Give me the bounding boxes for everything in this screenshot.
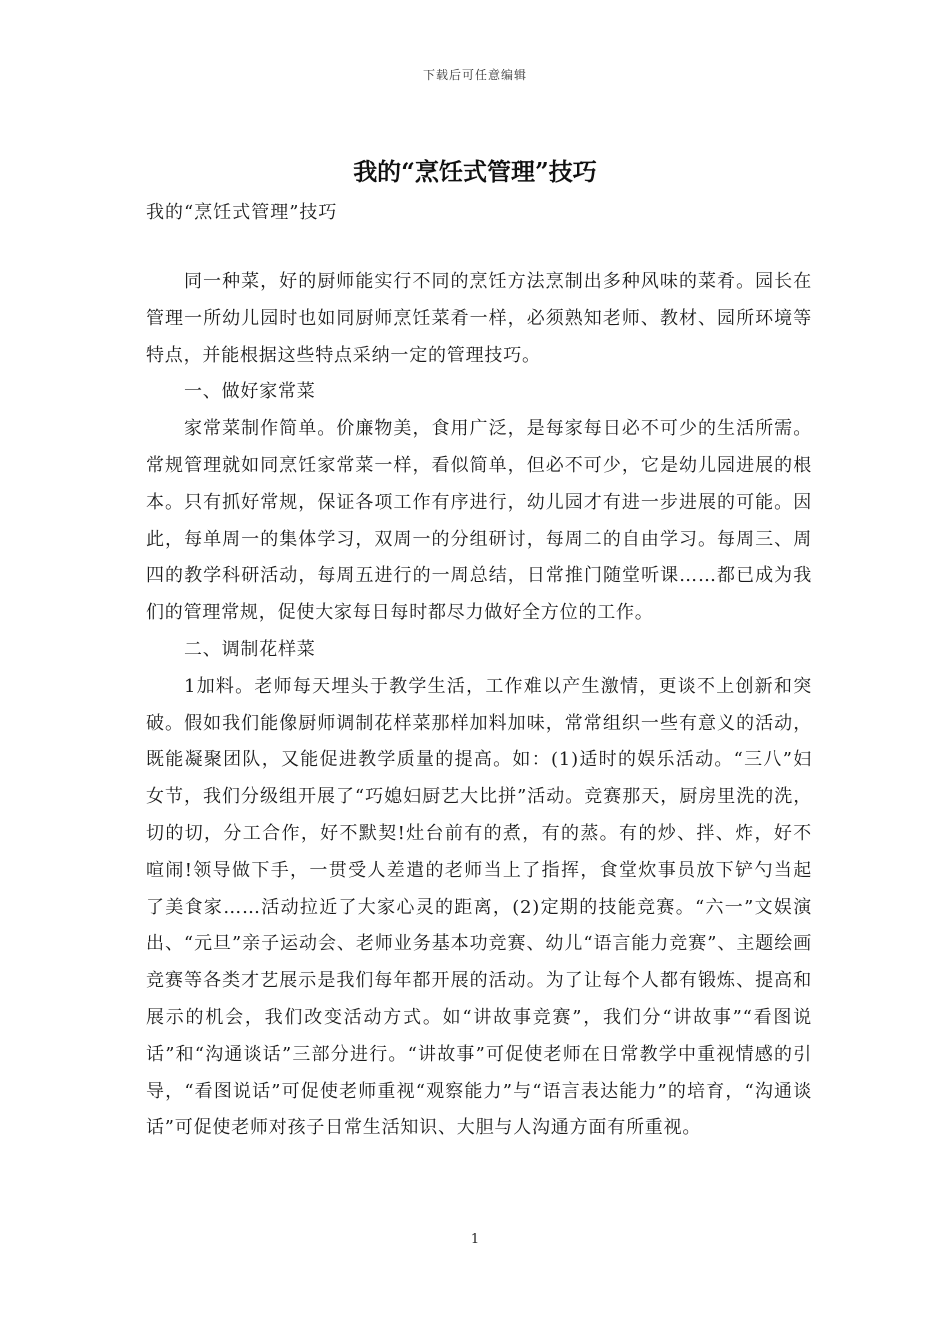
header-note: 下载后可任意编辑 xyxy=(422,68,527,82)
section-heading-1: 一、做好家常菜 xyxy=(184,381,316,403)
document-body xyxy=(146,264,812,1147)
paragraph-home-cooking: 家常菜制作简单。价廉物美，食用广泛，是每家每日必不可少的生活所需。常规管理就如同烹饪家常菜一样，看似简单，但必不可少，它是幼儿园进展的根本。只有抓好常规，保证各项工作有序进行，幼儿园才有进一步进展的可能。因此，每单周一的集体学习，双周一的分组研讨，每周二的自由学习。每周三、周四的教学科研活动，每周五进行的一周总结，日常推门随堂听课……都已成为我们的管理常规，促使大家每日每时都尽力做好全方位的工作。 xyxy=(146,418,812,624)
page-number: 1 xyxy=(470,1232,480,1247)
section-heading-2: 二、调制花样菜 xyxy=(184,638,316,660)
document-subtitle: 我的“烹饪式管理”技巧 xyxy=(146,202,338,223)
paragraph-intro: 同一种菜，好的厨师能实行不同的烹饪方法烹制出多种风味的菜肴。园长在管理一所幼儿园时也如同厨师烹饪菜肴一样，必须熟知老师、教材、园所环境等特点，并能根据这些特点采纳一定的管理技巧。 xyxy=(146,271,812,366)
document-title: 我的“烹饪式管理”技巧 xyxy=(353,157,597,186)
paragraph-fancy-dishes: 1加料。老师每天埋头于教学生活，工作难以产生激情，更谈不上创新和突破。假如我们能像厨师调制花样菜那样加料加味，常常组织一些有意义的活动，既能凝聚团队，又能促进教学质量的提高。如：(1)适时的娱乐活动。“三八”妇女节，我们分级组开展了“巧媳妇厨艺大比拼”活动。竞赛那天，厨房里洗的洗，切的切，分工合作，好不默契!灶台前有的煮，有的蒸。有的炒、拌、炸，好不喧闹!领导做下手，一贯受人差遣的老师当上了指挥，食堂炊事员放下铲勺当起了美食家……活动拉近了大家心灵的距离，(2)定期的技能竞赛。“六一”文娱演出、“元旦”亲子运动会、老师业务基本功竞赛、幼儿“语言能力竞赛”、主题绘画竞赛等各类才艺展示是我们每年都开展的活动。为了让每个人都有锻炼、提高和展示的机会，我们改变活动方式。如“讲故事竞赛”，我们分“讲故事”“看图说话”和“沟通谈话”三部分进行。“讲故事”可促使老师在日常教学中重视情感的引导，“看图说话”可促使老师重视“观察能力”与“语言表达能力”的培育，“沟通谈话”可促使老师对孩子日常生活知识、大胆与人沟通方面有所重视。 xyxy=(146,675,812,1139)
